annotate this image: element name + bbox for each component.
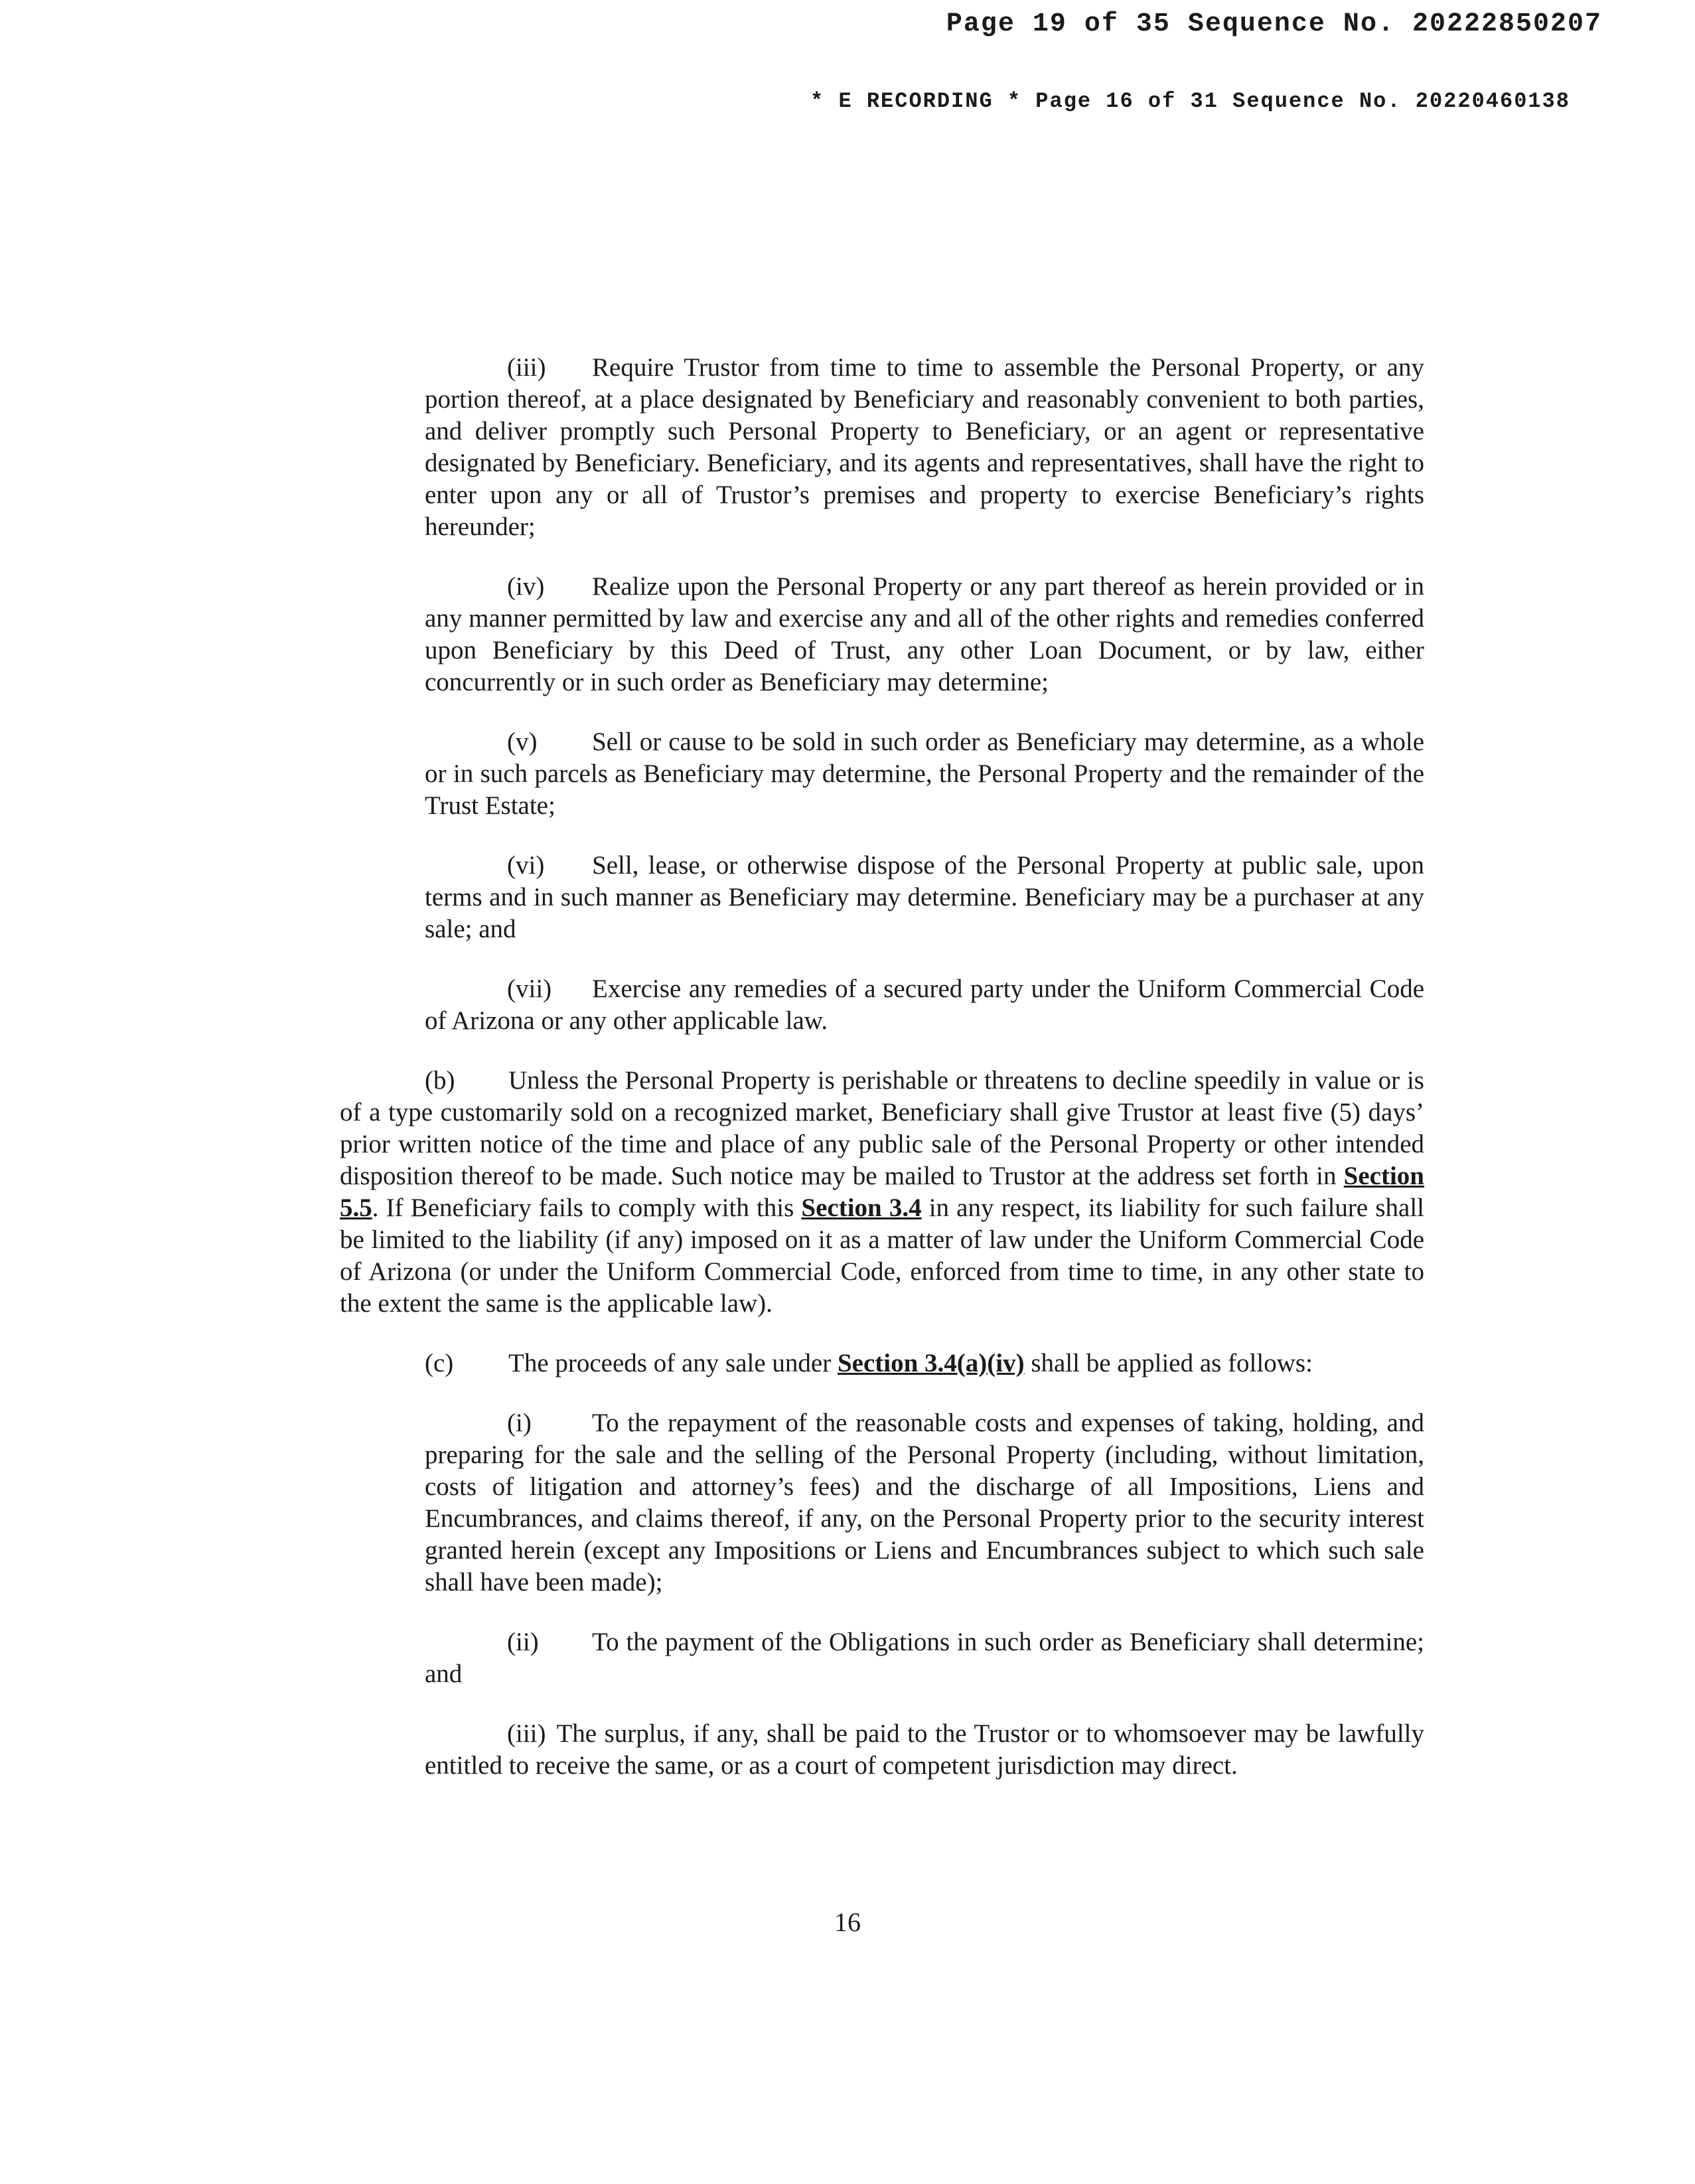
clause-marker: (iv) (507, 572, 545, 601)
clause-marker: (v) (507, 728, 538, 756)
clause-vii-remedies (425, 973, 1424, 1037)
document-body (340, 352, 1424, 1810)
clause-marker: (iii) (507, 353, 546, 382)
clause-text: Sell or cause to be sold in such order as Beneficiary may determine, as a whole or in such parcels as Beneficiary may determine, the Personal Property and the remainder of the Trust Estate; (425, 728, 1424, 820)
clause-text: Sell, lease, or otherwise dispose of the Personal Property at public sale, upon terms and in such manner as Beneficiary may determine. Beneficiary may be a purchaser at any sale; and (425, 851, 1424, 943)
clause-text: Unless the Personal Property is perishable or threatens to decline speedily in value or is of a type customarily sold on a recognized market, Beneficiary shall give Trustor at least five (5) days’ prior written notice of the time and place of any public sale of the Personal Property or other intended disposition thereof to be made. Such notice may be mailed to Trustor at the address set forth in (340, 1066, 1424, 1190)
clause-text: Exercise any remedies of a secured party under the Uniform Commercial Code of Arizona or any other applicable law. (425, 975, 1424, 1035)
clause-text: shall be applied as follows: (1024, 1349, 1313, 1377)
clause-b-notice (340, 1065, 1424, 1320)
clause-text: in any respect, its liability for such failure shall be limited to the liability (if any) imposed on it as a matter of law under the Uniform Commercial Code of Arizona (or under the Uniform Commercial Code, enforced from time to time, in any other state to the extent the same is the applicable law). (340, 1194, 1424, 1318)
clause-text: Require Trustor from time to time to assemble the Personal Property, or any portion thereof, at a place designated by Beneficiary and reasonably convenient to both parties, and deliver promptly such Personal Property to Beneficiary, or an agent or representative designated by Beneficiary. Beneficiary, and its agents and representatives, shall have the right to enter upon any or all of Trustor’s premises and property to exercise Beneficiary’s rights hereunder; (425, 353, 1424, 541)
page-number: 16 (834, 1907, 861, 1937)
clause-v-sell (425, 726, 1424, 822)
clause-iii-assemble (425, 352, 1424, 543)
clause-marker: (i) (507, 1409, 532, 1437)
clause-iv-realize (425, 571, 1424, 698)
clause-text: To the repayment of the reasonable costs and expenses of taking, holding, and preparing for the sale and the selling of the Personal Property (including, without limitation, costs of litigation and attorney’s fees) and the discharge of all Impositions, Liens and Encumbrances, and claims thereof, if any, on the Personal Property prior to the security interest granted herein (except any Impositions or Liens and Encumbrances subject to which such sale shall have been made); (425, 1409, 1424, 1597)
clause-vi-dispose (425, 850, 1424, 945)
clause-marker: (ii) (507, 1628, 539, 1656)
clause-marker: (vi) (507, 851, 545, 880)
clause-marker: (c) (425, 1349, 454, 1377)
clause-marker: (b) (425, 1066, 455, 1095)
section-reference-5-5: Section 5.5 (340, 1162, 1424, 1222)
recording-header-secondary: * E RECORDING * Page 16 of 31 Sequence No. 20220460138 (810, 89, 1570, 114)
clause-text: The proceeds of any sale under (508, 1349, 838, 1377)
clause-text: To the payment of the Obligations in such order as Beneficiary shall determine; and (425, 1628, 1424, 1688)
clause-c-proceeds (340, 1348, 1424, 1379)
section-reference-3-4-a-iv: Section 3.4(a)(iv) (837, 1349, 1025, 1377)
clause-marker: (vii) (507, 975, 552, 1003)
clause-text: Realize upon the Personal Property or any part thereof as herein provided or in any manner permitted by law and exercise any and all of the other rights and remedies conferred upon Beneficiary by this Deed of Trust, any other Loan Document, or by law, either concurrently or in such order as Beneficiary may determine; (425, 572, 1424, 696)
recording-header-primary: Page 19 of 35 Sequence No. 20222850207 (946, 9, 1602, 39)
clause-text: . If Beneficiary fails to comply with this (372, 1194, 802, 1222)
clause-i-repayment (425, 1407, 1424, 1599)
clause-iii-surplus (425, 1718, 1424, 1782)
section-reference-3-4: Section 3.4 (801, 1194, 922, 1222)
clause-ii-obligations (425, 1626, 1424, 1690)
clause-text: The surplus, if any, shall be paid to the Trustor or to whomsoever may be lawfully entitled to receive the same, or as a court of competent jurisdiction may direct. (425, 1719, 1424, 1780)
clause-marker: (iii) (507, 1719, 546, 1748)
